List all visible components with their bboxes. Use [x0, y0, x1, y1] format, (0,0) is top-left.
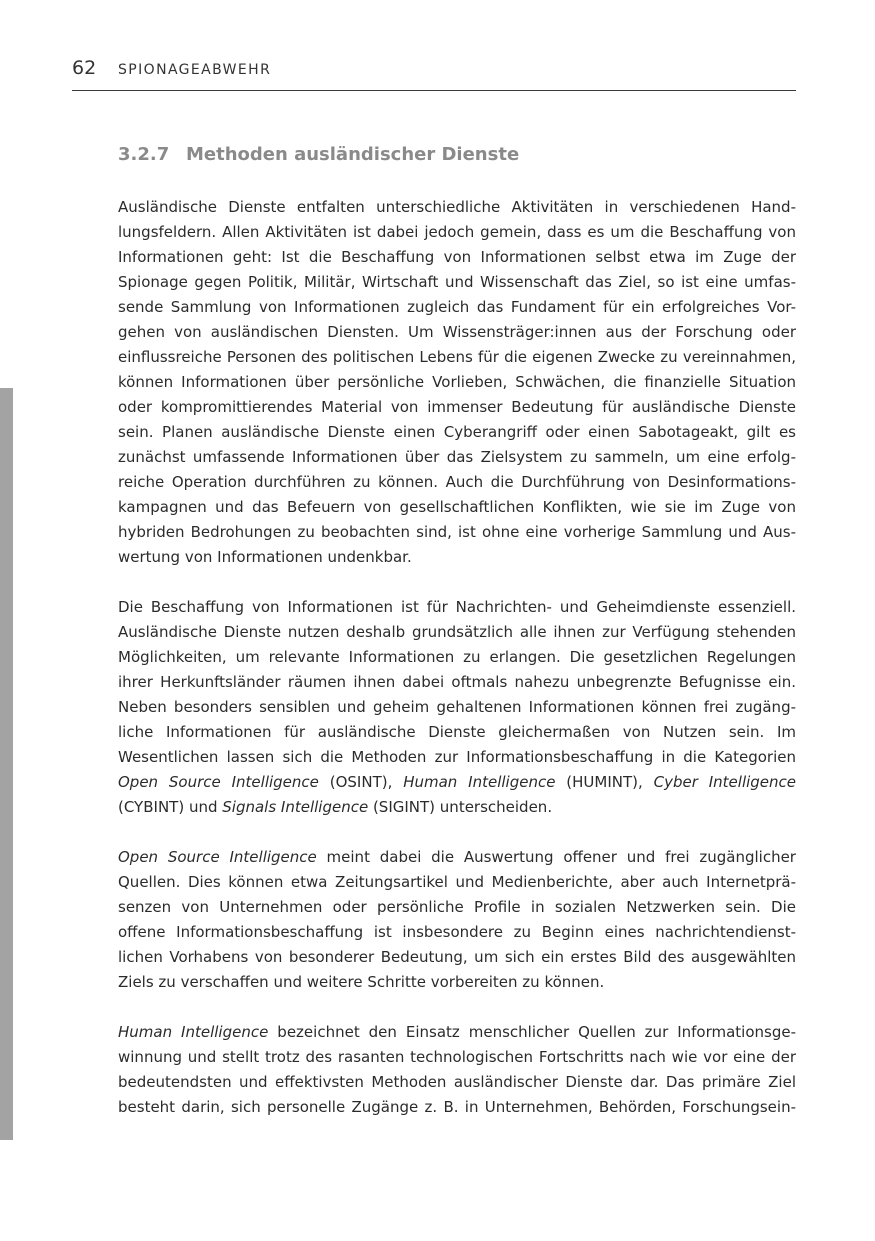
text-line: Wesentlichen lassen sich die Methoden zur Informationsbeschaffung in die Kategorien: [118, 748, 796, 766]
text-line: Spionage gegen Politik, Militär, Wirtschaft und Wissenschaft das Ziel, so ist eine umfas-: [118, 273, 796, 291]
text-line: reiche Operation durchführen zu können. Auch die Durchführung von Desinformations-: [118, 473, 796, 491]
text-line: sende Sammlung von Informationen zugleich das Fundament für ein erfolgreiches Vor-: [118, 298, 796, 316]
term-cybint: Cyber Intelligence: [653, 773, 796, 791]
body-text: [118, 195, 796, 1145]
term-osint: Open Source Intelligence: [118, 773, 319, 791]
text-fragment: bezeichnet den Einsatz menschlicher Quellen zur Informationsge-: [268, 1023, 796, 1041]
page-number: 62: [72, 57, 97, 79]
text-line: lichen Vorhabens von besonderer Bedeutung, um sich ein erstes Bild des ausgewählten: [118, 948, 796, 966]
paragraph-4: [118, 1020, 796, 1120]
text-line: besteht darin, sich personelle Zugänge z. B. in Unternehmen, Behörden, Forschungsein-: [118, 1098, 796, 1116]
text-line: Möglichkeiten, um relevante Informationen zu erlangen. Die gesetzlichen Regelungen: [118, 648, 796, 666]
paragraph-1: [118, 195, 796, 570]
text-line: Ausländische Dienste entfalten unterschiedliche Aktivitäten in verschiedenen Hand-: [118, 198, 796, 216]
text-line: können Informationen über persönliche Vorlieben, Schwächen, die finanzielle Situation: [118, 373, 796, 391]
text-line: hybriden Bedrohungen zu beobachten sind, ist ohne eine vorherige Sammlung und Aus-: [118, 523, 796, 541]
text-line: einflussreiche Personen des politischen Lebens für die eigenen Zwecke zu vereinnahmen,: [118, 348, 796, 366]
text-fragment: meint dabei die Auswertung offener und frei zugänglicher: [316, 848, 796, 866]
term-sigint: Signals Intelligence: [222, 798, 369, 816]
text-line: [118, 845, 796, 870]
term-humint: Human Intelligence: [403, 773, 556, 791]
text-line: kampagnen und das Befeuern von gesellschaftlichen Konflikten, wie sie im Zuge von: [118, 498, 796, 516]
text-line: gehen von ausländischen Diensten. Um Wissensträger:innen aus der Forschung oder: [118, 323, 796, 341]
paragraph-2: [118, 595, 796, 820]
text-line: offene Informationsbeschaffung ist insbesondere zu Beginn eines nachrichtendienst-: [118, 923, 796, 941]
section-heading: [118, 144, 798, 165]
section-number: 3.2.7: [118, 144, 170, 165]
running-head: SPIONAGEABWEHR: [118, 62, 272, 78]
text-line: [118, 795, 796, 820]
text-line: Ziels zu verschaffen und weitere Schritte vorbereiten zu können.: [118, 973, 605, 991]
text-line: zunächst umfassende Informationen über das Zielsystem zu sammeln, um eine erfolg-: [118, 448, 796, 466]
thumb-index-bar: [0, 388, 13, 1140]
text-line: sein. Planen ausländische Dienste einen Cyberangriff oder einen Sabotageakt, gilt es: [118, 423, 796, 441]
text-line: oder kompromittierendes Material von immenser Bedeutung für ausländische Dienste: [118, 398, 796, 416]
term-humint: Human Intelligence: [118, 1023, 269, 1041]
text-line: wertung von Informationen undenkbar.: [118, 548, 412, 566]
text-line: bedeutendsten und effektivsten Methoden ausländischer Dienste dar. Das primäre Ziel: [118, 1073, 796, 1091]
text-fragment: (OSINT),: [318, 773, 404, 791]
text-line: winnung und stellt trotz des rasanten technologischen Fortschritts nach wie vor eine der: [118, 1048, 796, 1066]
text-line: [118, 1020, 796, 1045]
text-line: [118, 770, 796, 795]
text-fragment: (HUMINT),: [555, 773, 654, 791]
text-fragment: (CYBINT) und: [118, 798, 223, 816]
page-header: [72, 56, 796, 91]
text-fragment: (SIGINT) unterscheiden.: [368, 798, 553, 816]
term-osint: Open Source Intelligence: [118, 848, 317, 866]
text-line: Neben besonders sensiblen und geheim gehaltenen Informationen können frei zugäng-: [118, 698, 796, 716]
text-line: lungsfeldern. Allen Aktivitäten ist dabei jedoch gemein, dass es um die Beschaffung von: [118, 223, 796, 241]
section-title: Methoden ausländischer Dienste: [186, 144, 520, 165]
text-line: liche Informationen für ausländische Dienste gleichermaßen von Nutzen sein. Im: [118, 723, 796, 741]
text-line: Die Beschaffung von Informationen ist für Nachrichten- und Geheimdienste essenziell.: [118, 598, 796, 616]
text-line: senzen von Unternehmen oder persönliche Profile in sozialen Netzwerken sein. Die: [118, 898, 796, 916]
text-line: Quellen. Dies können etwa Zeitungsartikel und Medienberichte, aber auch Internetprä-: [118, 873, 796, 891]
text-line: ihrer Herkunftsländer räumen ihnen dabei oftmals nahezu unbegrenzte Befugnisse ein.: [118, 673, 796, 691]
text-line: Ausländische Dienste nutzen deshalb grundsätzlich alle ihnen zur Verfügung stehenden: [118, 623, 796, 641]
text-line: Informationen geht: Ist die Beschaffung von Informationen selbst etwa im Zuge der: [118, 248, 796, 266]
paragraph-3: [118, 845, 796, 995]
